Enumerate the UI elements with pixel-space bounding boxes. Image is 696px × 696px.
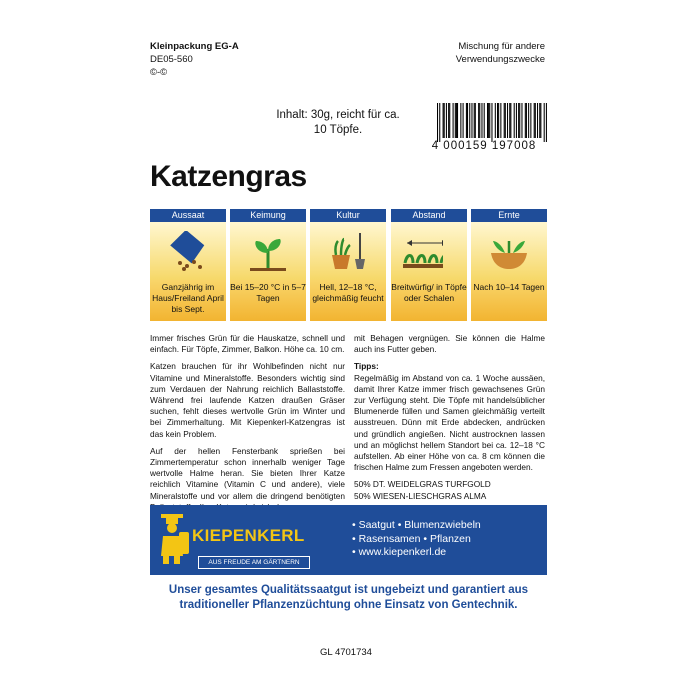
barcode-bar [439,103,440,142]
description-paragraph: Immer frisches Grün für die Hauskatze, schnell und einfach. Für Töpfe, Zimmer, Balkon. Höhe ca. 10 cm. [150,333,345,355]
barcode-number: 4 000159 197008 [431,140,537,152]
brand-tagline: AUS FREUDE AM GÄRTNERN [198,556,310,569]
usage-note-line2: Verwendungszwecke [455,54,545,65]
tile-label: Keimung [230,209,306,222]
barcode-bar [526,103,527,138]
seed-bag-icon [168,231,208,271]
tips-heading: Tipps: [354,361,379,372]
packet-type: Kleinpackung EG-A [150,41,239,52]
barcode-bar [528,103,529,138]
barcode-bar [453,103,454,138]
description-column [150,333,345,519]
tile-desc: Hell, 12–18 °C, gleichmäßig feucht [310,280,386,321]
barcode-bar [455,103,456,138]
barcode-bar [469,103,470,138]
content-info: Inhalt: 30g, reicht für ca. 10 Töpfe. [276,109,400,136]
packet-info [150,40,239,79]
seedling-icon [248,231,288,271]
barcode-bar [444,103,445,138]
quality-statement: Unser gesamtes Qualitätssaatgut ist ungebeizt und garantiert aus traditioneller Pflanzenzüchtung ohne Einsatz von Gentechnik. [168,584,529,611]
harvest-bowl-icon [489,231,529,271]
barcode-bar [460,103,461,138]
barcode-bar [474,103,475,138]
barcode-bar [544,103,545,142]
tile-abstand [391,209,467,321]
tile-desc: Bei 15–20 °C in 5–7 Tagen [230,280,306,321]
barcode-bar [463,103,464,138]
barcode-bar [471,103,472,138]
tips-text: Regelmäßig im Abstand von ca. 1 Woche aussäen, damit Ihrer Katze immer frisch gewachsenes Grün zur Verfügung steht. Die Töpfe mit handelsüblicher Blumenerde füllen und Samen gleichmäßig verteilt ausstreuen. Dünn mit Erde abdecken, andrücken und gründlich angießen. Nicht austrocknen lassen und an möglichst hellem Standort bei ca. 12–18 °C aufstellen. Ab einer Höhe von ca. 8 cm können die frischen Halme zum Fressen angeboten werden. [354,372,545,473]
barcode-bar [498,103,499,138]
barcode-bar [487,103,488,138]
barcode-bar [534,103,535,138]
brand-bullet: • Rasensamen • Pflanzen [352,532,471,545]
tile-kultur [310,209,386,321]
packet-symbol: ©-© [150,67,168,78]
barcode-bar [489,103,490,138]
brand-bullets [352,519,481,560]
packet-code: DE05-560 [150,54,193,65]
barcode-bar [505,103,506,138]
tile-desc: Nach 10–14 Tagen [471,280,547,321]
footer-code: GL 4701734 [320,647,372,658]
pot-spade-icon [328,231,368,271]
barcode-bar [457,103,458,138]
barcode-bar [466,103,467,138]
brand-name: KIEPENKERL [192,526,305,545]
barcode-bar [525,103,526,138]
barcode-bar [519,103,520,138]
barcode-bar [514,103,515,138]
tile-label: Abstand [391,209,467,222]
barcode-bar [478,103,479,138]
barcode-bar [546,103,547,142]
barcode-bar [510,103,511,138]
barcode-bar [540,103,541,138]
barcode-bar [449,103,450,138]
seed-mix-line: 50% DT. WEIDELGRAS TURFGOLD [354,479,491,490]
tile-ernte [471,209,547,321]
barcode-bar [518,103,519,138]
spacing-icon [403,231,443,271]
barcode-bar [479,103,480,138]
barcode-bar [481,103,482,138]
barcode-bar [516,103,517,138]
barcode-bar [530,103,531,138]
tile-desc: Ganzjährig im Haus/Freiland April bis Sept. [150,280,226,321]
barcode-bar [475,103,476,138]
description-paragraph: Auf der hellen Fensterbank sprießen bei Zimmertemperatur schon innerhalb weniger Tage wertvolle Halme heran. Sie bieten Ihrer Katze reichlich Vitamine (Vitamin C und andere), viele Mineralstoffe und vor allem die dringend benötigten [150,445,345,501]
barcode-bar [467,103,468,138]
barcode-bar [500,103,501,138]
seed-mix-line: 50% WIESEN-LIESCHGRAS ALMA [354,490,487,501]
barcode-bar [497,103,498,138]
barcode-bar [448,103,449,138]
barcode-bar [443,103,444,138]
barcode-bar [509,103,510,138]
barcode-bar [535,103,536,138]
seed-mix [354,479,545,501]
tile-label: Ernte [471,209,547,222]
barcode-bar [521,103,522,138]
tile-aussaat [150,209,226,321]
barcode-bar [507,103,508,138]
barcode-bar [484,103,485,138]
product-title: Katzengras [150,160,307,193]
tile-label: Aussaat [150,209,226,222]
tips-column [354,333,545,508]
barcode-bar [537,103,538,138]
barcode-bar [504,103,505,138]
usage-note [430,40,545,66]
brand-bullet: • Saatgut • Blumenzwiebeln [352,519,481,531]
description-continuation: mit Behagen vergnügen. Sie können die Halme auch ins Futter geben. [354,333,545,355]
tile-keimung [230,209,306,321]
barcode-bar [456,103,457,138]
brand-website: • www.kiepenkerl.de [352,546,447,558]
barcode-bar [539,103,540,138]
barcode-bar [491,103,492,142]
barcode-bar [495,103,496,138]
usage-note-line1: Mischung für andere [458,41,545,52]
barcode [437,103,547,142]
barcode-bar [437,103,438,142]
description-paragraph: Katzen brauchen für ihr Wohlbefinden nicht nur Vitamine und Mineralstoffe. Besonders wichtig sind zum Verdauen der Nahrung reichlich Ballaststoffe. Während frei laufende Katzen draußen Gräser suchen, fehlt dieses wertvolle Grün im Winter und bei Zimmerhaltung. Mit Kiepenkerl-Katzengras ist das kein Problem. [150,361,345,439]
tile-label: Kultur [310,209,386,222]
barcode-bar [446,103,447,138]
barcode-bar [488,103,489,138]
tile-desc: Breitwürfig/ in Töpfe oder Schalen [391,280,467,321]
